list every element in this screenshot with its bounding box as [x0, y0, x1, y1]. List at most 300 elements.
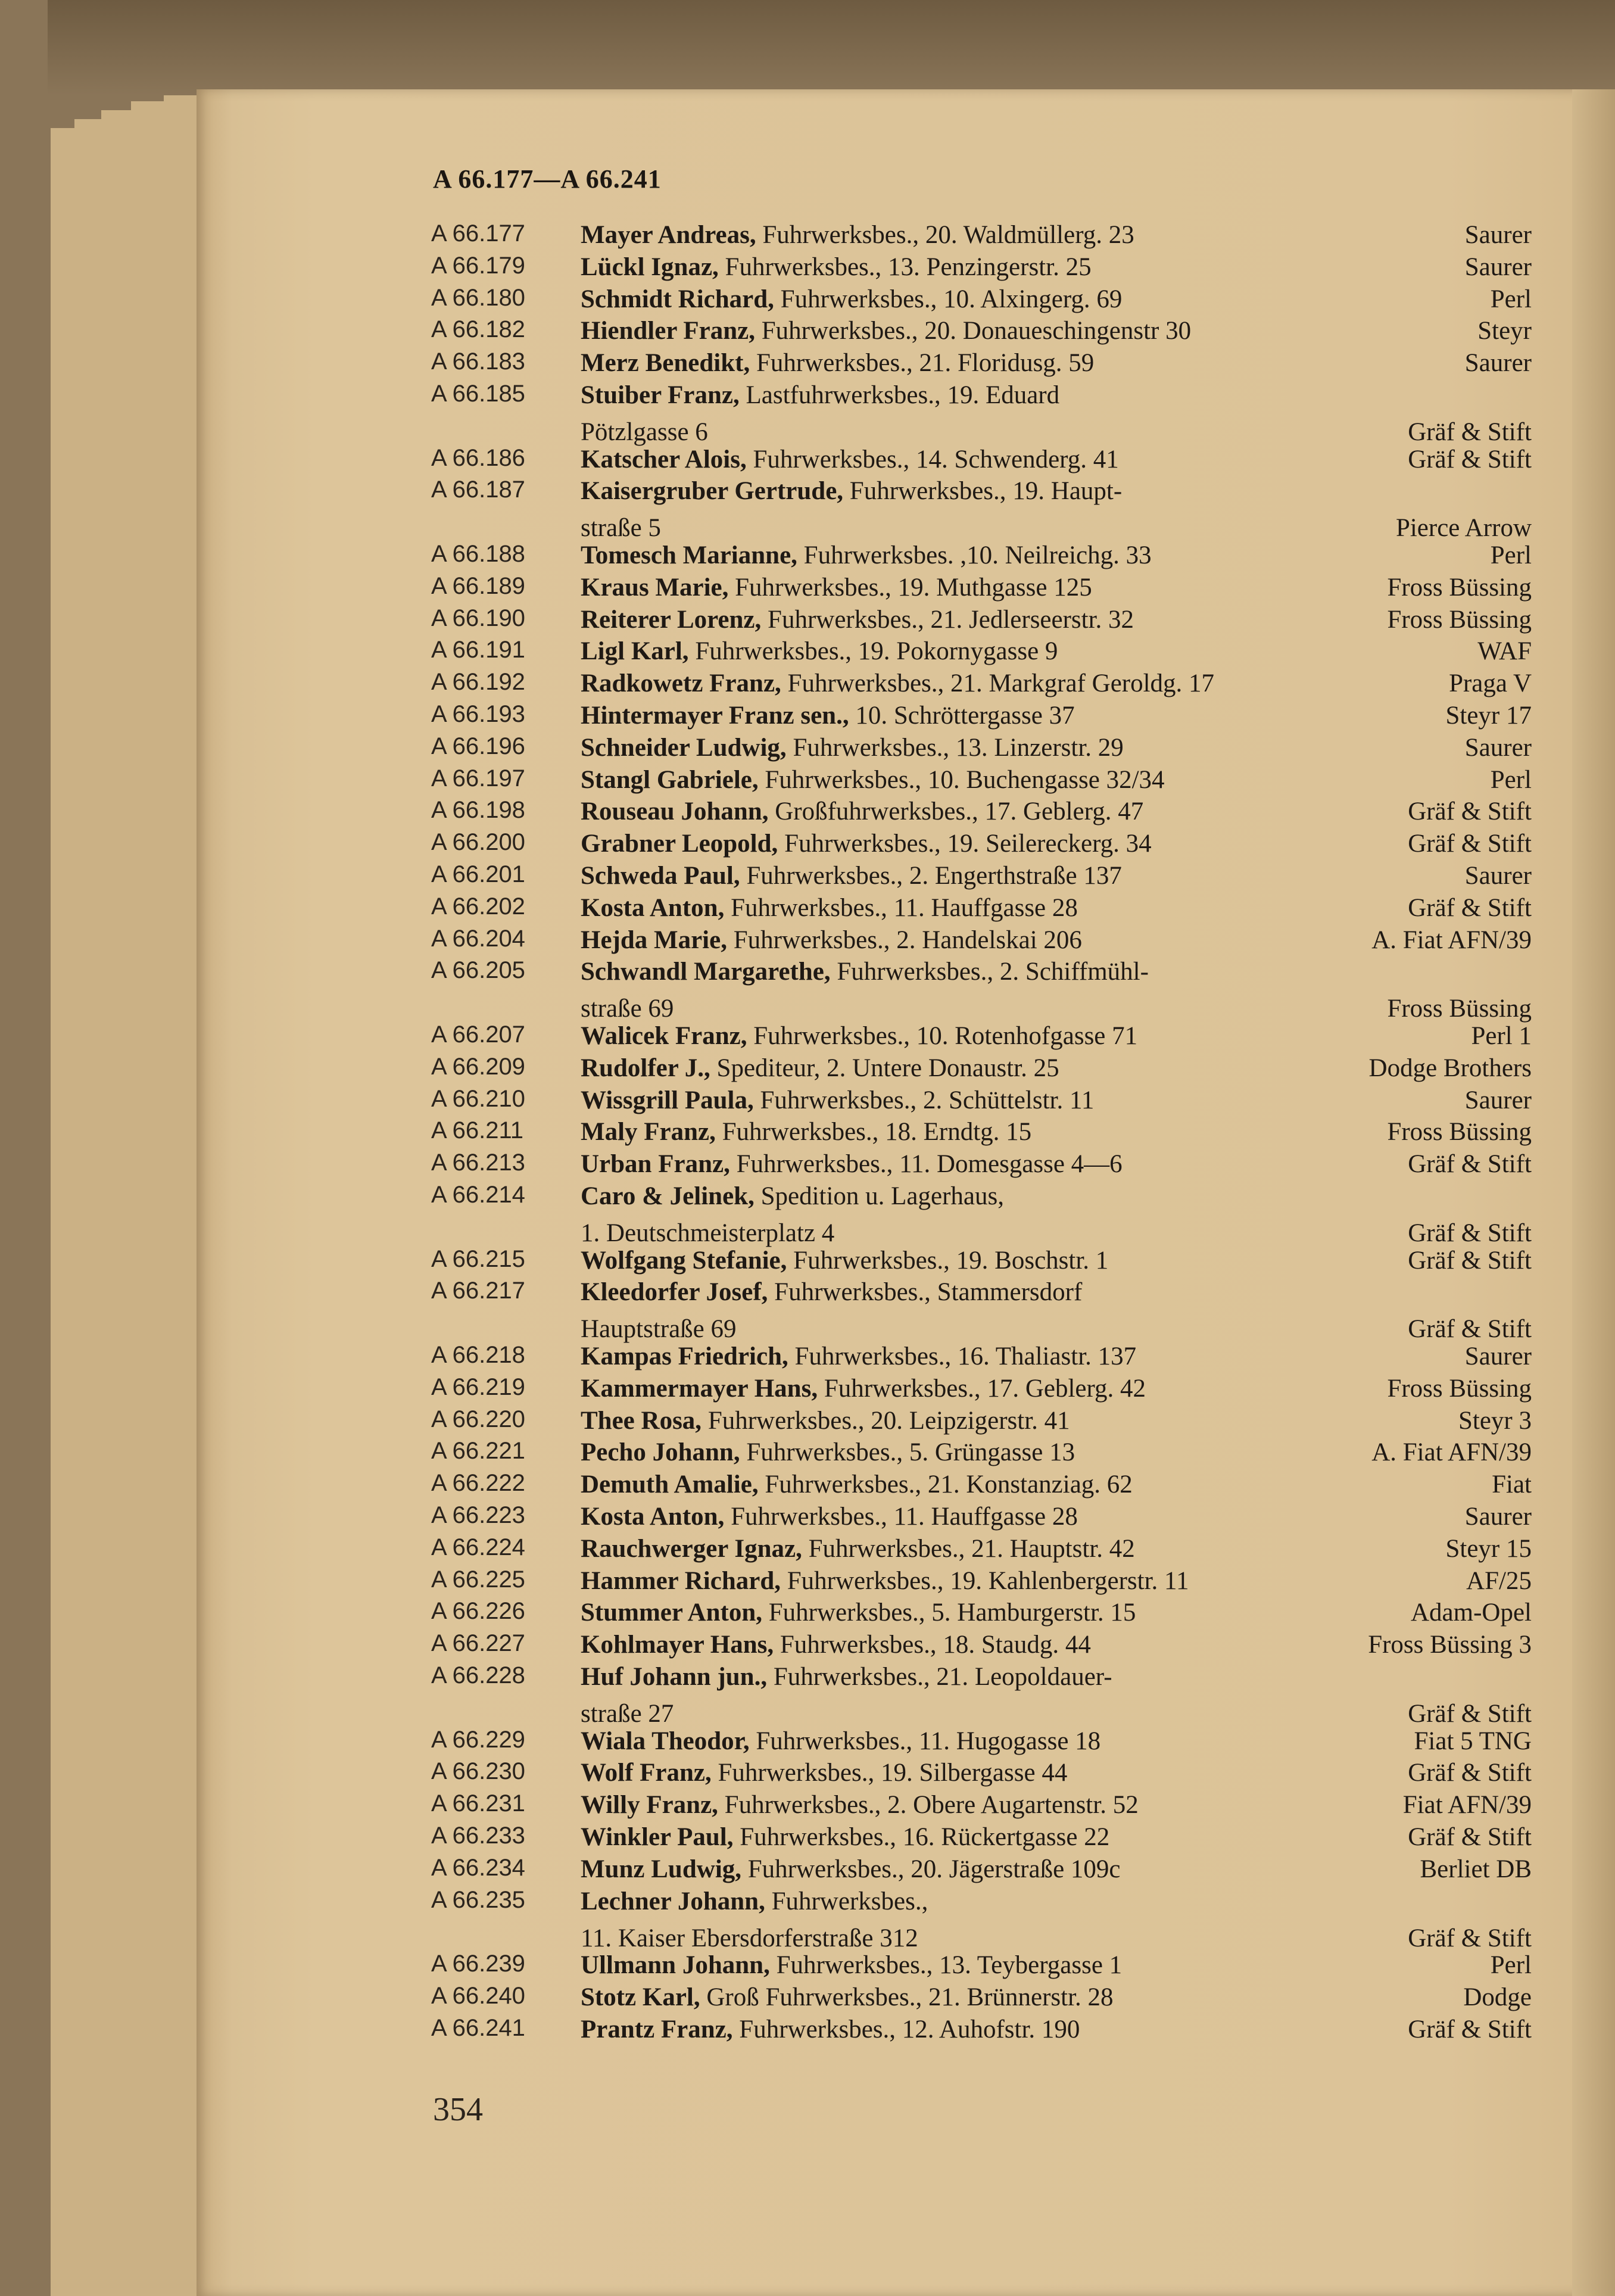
vehicle-make: Adam-Opel — [1411, 1599, 1532, 1627]
vehicle-make: Gräf & Stift — [1408, 1700, 1532, 1728]
owner-name: Kohlmayer Hans, — [581, 1631, 774, 1659]
owner-entry — [581, 1566, 1189, 1596]
list-item — [0, 1983, 1615, 2018]
registration-number: A 66.204 — [431, 925, 525, 952]
list-item — [0, 1790, 1615, 1826]
vehicle-make: Fross Büssing 3 — [1368, 1631, 1532, 1659]
list-item — [0, 541, 1615, 577]
registration-number: A 66.201 — [431, 861, 525, 887]
owner-details: Fuhrwerksbes., 19. Pokornygasse 9 — [688, 637, 1058, 666]
owner-name: Tomesch Marianne, — [581, 541, 797, 569]
owner-details: Großfuhrwerksbes., 17. Geblerg. 47 — [768, 797, 1144, 826]
owner-name: Schweda Paul, — [581, 862, 740, 890]
list-item — [0, 605, 1615, 641]
owner-details: Fuhrwerksbes., 21. Hauptstr. 42 — [802, 1534, 1135, 1563]
owner-name: Hintermayer Franz sen., — [581, 702, 849, 730]
owner-name: Ligl Karl, — [581, 637, 689, 666]
owner-name: Ullmann Johann, — [581, 1951, 770, 1980]
owner-entry — [581, 637, 1058, 666]
vehicle-make: Gräf & Stift — [1408, 1759, 1532, 1787]
vehicle-make: Fross Büssing — [1387, 1374, 1532, 1403]
background-shadow — [48, 0, 1615, 95]
list-item — [0, 253, 1615, 288]
registration-number: A 66.179 — [431, 252, 525, 279]
registration-number: A 66.233 — [431, 1823, 525, 1849]
vehicle-make: Perl — [1490, 541, 1532, 569]
owner-entry — [581, 1662, 1112, 1691]
owner-details: Fuhrwerksbes., 14. Schwenderg. 41 — [746, 445, 1119, 473]
owner-entry — [581, 253, 1092, 282]
owner-name: Merz Benedikt, — [581, 349, 750, 378]
list-item — [0, 893, 1615, 929]
list-item — [0, 861, 1615, 897]
owner-details: Fuhrwerksbes., 2. Obere Augartenstr. 52 — [718, 1791, 1139, 1820]
owner-entry — [581, 1790, 1139, 1820]
owner-details: Fuhrwerksbes., 21. Leopoldauer- — [767, 1663, 1112, 1691]
registration-number: A 66.235 — [431, 1886, 525, 1913]
owner-details: Fuhrwerksbes., 13. Penzingerstr. 25 — [718, 253, 1092, 281]
vehicle-make: Gräf & Stift — [1408, 1924, 1532, 1952]
owner-entry — [581, 701, 1075, 730]
registration-number: A 66.240 — [431, 1983, 525, 2009]
registration-number: A 66.229 — [431, 1726, 525, 1753]
list-item — [0, 445, 1615, 481]
owner-name: Lechner Johann, — [581, 1887, 765, 1915]
list-item — [0, 2015, 1615, 2051]
owner-details: Fuhrwerksbes., 16. Thaliastr. 137 — [788, 1342, 1137, 1370]
vehicle-make: Fiat 5 TNG — [1414, 1727, 1532, 1755]
owner-details: Fuhrwerksbes., 20. Jägerstraße 109c — [741, 1855, 1121, 1883]
list-item — [0, 1502, 1615, 1538]
registration-number: A 66.228 — [431, 1662, 525, 1688]
list-item — [0, 1662, 1615, 1728]
owner-details: Fuhrwerksbes., 13. Linzerstr. 29 — [786, 733, 1124, 762]
registration-number: A 66.185 — [431, 381, 525, 407]
owner-name: Radkowetz Franz, — [581, 669, 781, 698]
owner-entry — [581, 1598, 1136, 1627]
owner-entry — [581, 1438, 1075, 1467]
list-item — [0, 316, 1615, 352]
owner-details: Fuhrwerksbes., 18. Staudg. 44 — [774, 1631, 1091, 1659]
owner-entry — [581, 1983, 1114, 2012]
list-item — [0, 669, 1615, 705]
owner-name: Maly Franz, — [581, 1118, 716, 1147]
registration-number: A 66.188 — [431, 541, 525, 567]
owner-entry — [581, 861, 1122, 890]
owner-details: Fuhrwerksbes., 21. Jedlerseerstr. 32 — [761, 605, 1134, 634]
registration-number: A 66.217 — [431, 1278, 525, 1304]
owner-entry — [581, 1278, 1082, 1307]
owner-details: Fuhrwerksbes., 17. Geblerg. 42 — [818, 1374, 1146, 1403]
list-item — [0, 1951, 1615, 1986]
owner-entry — [581, 476, 1122, 506]
address-continuation: straße 5 — [581, 514, 661, 543]
list-item — [0, 476, 1615, 543]
owner-details: Fuhrwerksbes., 19. Haupt- — [843, 477, 1123, 506]
list-item — [0, 1470, 1615, 1506]
list-item — [0, 348, 1615, 384]
owner-entry — [581, 669, 1214, 698]
vehicle-make: Dodge Brothers — [1368, 1054, 1532, 1082]
list-item — [0, 1246, 1615, 1282]
list-item — [0, 797, 1615, 833]
owner-entry — [581, 1758, 1067, 1787]
vehicle-make: Perl 1 — [1471, 1022, 1532, 1050]
owner-details: Spediteur, 2. Untere Donaustr. 25 — [710, 1054, 1059, 1082]
owner-details: Fuhrwerksbes., 19. Silbergasse 44 — [711, 1759, 1068, 1787]
owner-entry — [581, 765, 1165, 795]
registration-number: A 66.230 — [431, 1758, 525, 1785]
owner-entry — [581, 1342, 1136, 1371]
vehicle-make: Pierce Arrow — [1395, 514, 1532, 543]
owner-details: Fuhrwerksbes., 10. Rotenhofgasse 71 — [747, 1022, 1138, 1050]
list-item — [0, 1823, 1615, 1858]
owner-entry — [581, 1406, 1070, 1435]
registration-number: A 66.207 — [431, 1021, 525, 1048]
list-item — [0, 1534, 1615, 1570]
owner-name: Mayer Andreas, — [581, 221, 756, 249]
owner-details: Fuhrwerksbes., — [765, 1887, 928, 1915]
vehicle-make: A. Fiat AFN/39 — [1371, 1438, 1532, 1467]
list-item — [0, 1630, 1615, 1666]
vehicle-make: Fiat AFN/39 — [1402, 1791, 1532, 1820]
list-item — [0, 765, 1615, 801]
owner-details: Fuhrwerksbes., 19. Muthgasse 125 — [728, 573, 1092, 602]
registration-number: A 66.189 — [431, 572, 525, 599]
registration-number: A 66.190 — [431, 605, 525, 631]
owner-entry — [581, 1534, 1135, 1563]
list-item — [0, 1149, 1615, 1185]
registration-number: A 66.226 — [431, 1598, 525, 1625]
owner-name: Munz Ludwig, — [581, 1855, 742, 1883]
owner-entry — [581, 1086, 1094, 1115]
owner-details: Fuhrwerksbes., 10. Buchengasse 32/34 — [758, 765, 1165, 794]
owner-details: Fuhrwerksbes., 2. Handelskai 206 — [727, 926, 1082, 954]
owner-name: Kosta Anton, — [581, 893, 725, 922]
registration-number: A 66.234 — [431, 1854, 525, 1881]
vehicle-make: Gräf & Stift — [1408, 893, 1532, 922]
owner-details: Fuhrwerksbes., Stammersdorf — [768, 1278, 1083, 1307]
owner-entry — [581, 1630, 1091, 1659]
vehicle-make: Gräf & Stift — [1408, 2015, 1532, 2043]
registration-number: A 66.191 — [431, 637, 525, 663]
owner-name: Rudolfer J., — [581, 1054, 710, 1082]
list-item — [0, 1727, 1615, 1762]
vehicle-make: Praga V — [1449, 669, 1532, 698]
owner-entry — [581, 1374, 1146, 1403]
owner-details: Fuhrwerksbes., 21. Konstanziag. 62 — [758, 1471, 1133, 1499]
owner-name: Schwandl Margarethe, — [581, 958, 831, 986]
vehicle-make: Perl — [1490, 765, 1532, 794]
owner-entry — [581, 573, 1092, 602]
vehicle-make: WAF — [1477, 637, 1532, 666]
owner-details: Fuhrwerksbes., 21. Floridusg. 59 — [750, 349, 1095, 378]
registration-number: A 66.177 — [431, 220, 525, 247]
owner-entry — [581, 605, 1134, 634]
registration-number: A 66.210 — [431, 1085, 525, 1112]
address-continuation: 1. Deutschmeisterplatz 4 — [581, 1219, 835, 1247]
vehicle-make: Perl — [1490, 1951, 1532, 1980]
registration-number: A 66.231 — [431, 1790, 525, 1817]
owner-details: Fuhrwerksbes., 20. Leipzigerstr. 41 — [702, 1406, 1070, 1435]
owner-details: Groß Fuhrwerksbes., 21. Brünnerstr. 28 — [700, 1983, 1114, 2011]
owner-name: Caro & Jelinek, — [581, 1182, 755, 1210]
vehicle-make: Fross Büssing — [1387, 1118, 1532, 1147]
vehicle-make: Gräf & Stift — [1408, 830, 1532, 858]
owner-entry — [581, 1855, 1121, 1884]
vehicle-make: Gräf & Stift — [1408, 1315, 1532, 1344]
address-continuation: straße 69 — [581, 995, 674, 1023]
list-item — [0, 1342, 1615, 1378]
registration-number: A 66.219 — [431, 1373, 525, 1400]
registration-number: A 66.193 — [431, 701, 525, 727]
owner-name: Wolf Franz, — [581, 1759, 712, 1787]
owner-entry — [581, 2015, 1080, 2044]
registration-number: A 66.202 — [431, 893, 525, 920]
owner-details: Fuhrwerksbes., 19. Seilereckerg. 34 — [778, 830, 1152, 858]
list-item — [0, 1758, 1615, 1794]
owner-name: Kosta Anton, — [581, 1503, 725, 1531]
vehicle-make: Perl — [1490, 285, 1532, 313]
running-head: A 66.177—A 66.241 — [433, 164, 662, 194]
owner-name: Demuth Amalie, — [581, 1471, 759, 1499]
registration-number: A 66.218 — [431, 1342, 525, 1368]
registration-number: A 66.223 — [431, 1502, 525, 1528]
owner-name: Prantz Franz, — [581, 2015, 733, 2043]
owner-details: Fuhrwerksbes., 2. Schiffmühl- — [830, 958, 1149, 986]
owner-entry — [581, 926, 1082, 955]
registration-number: A 66.220 — [431, 1406, 525, 1432]
owner-entry — [581, 1470, 1133, 1499]
list-item — [0, 1855, 1615, 1890]
owner-details: Fuhrwerksbes. ,10. Neilreichg. 33 — [797, 541, 1152, 569]
owner-entry — [581, 220, 1134, 250]
list-item — [0, 1278, 1615, 1344]
vehicle-make: Steyr 15 — [1445, 1534, 1532, 1563]
owner-entry — [581, 1823, 1109, 1852]
owner-name: Rauchwerger Ignaz, — [581, 1534, 802, 1563]
page-number: 354 — [433, 2091, 483, 2128]
owner-entry — [581, 829, 1152, 858]
owner-name: Lückl Ignaz, — [581, 253, 719, 281]
registration-number: A 66.192 — [431, 669, 525, 696]
owner-details: Fuhrwerksbes., 11. Hugogasse 18 — [749, 1727, 1101, 1755]
owner-name: Stangl Gabriele, — [581, 765, 759, 794]
vehicle-make: Gräf & Stift — [1408, 418, 1532, 446]
owner-name: Kaisergruber Gertrude, — [581, 477, 844, 506]
list-item — [0, 926, 1615, 961]
address-continuation: Pötzlgasse 6 — [581, 418, 708, 446]
owner-details: 10. Schröttergasse 37 — [849, 702, 1075, 730]
registration-number: A 66.209 — [431, 1053, 525, 1080]
vehicle-make: Steyr 3 — [1458, 1406, 1532, 1435]
vehicle-make: Gräf & Stift — [1408, 797, 1532, 826]
owner-details: Fuhrwerksbes., 19. Boschstr. 1 — [787, 1246, 1109, 1275]
owner-details: Fuhrwerksbes., 11. Hauffgasse 28 — [724, 1503, 1078, 1531]
owner-entry — [581, 1054, 1059, 1083]
owner-entry — [581, 733, 1124, 762]
vehicle-make: Fross Büssing — [1387, 995, 1532, 1023]
registration-number: A 66.196 — [431, 733, 525, 759]
list-item — [0, 829, 1615, 865]
owner-details: Fuhrwerksbes., 5. Grüngasse 13 — [740, 1438, 1075, 1467]
registration-number: A 66.222 — [431, 1470, 525, 1497]
vehicle-make: Steyr 17 — [1445, 702, 1532, 730]
vehicle-make: Saurer — [1464, 1342, 1532, 1370]
owner-details: Fuhrwerksbes., 2. Engerthstraße 137 — [740, 862, 1122, 890]
owner-name: Hiendler Franz, — [581, 317, 756, 345]
owner-details: Fuhrwerksbes., 20. Waldmüllerg. 23 — [756, 221, 1134, 249]
list-item — [0, 1374, 1615, 1410]
list-item — [0, 1021, 1615, 1057]
owner-name: Kleedorfer Josef, — [581, 1278, 768, 1307]
list-item — [0, 1598, 1615, 1634]
owner-entry — [581, 1951, 1122, 1980]
registration-number: A 66.182 — [431, 316, 525, 343]
owner-details: Fuhrwerksbes., 10. Alxingerg. 69 — [774, 285, 1123, 313]
owner-name: Schmidt Richard, — [581, 285, 774, 313]
owner-entry — [581, 348, 1094, 378]
owner-name: Rouseau Johann, — [581, 797, 769, 826]
registration-number: A 66.224 — [431, 1534, 525, 1560]
owner-name: Thee Rosa, — [581, 1406, 702, 1435]
vehicle-make: Berliet DB — [1420, 1855, 1532, 1883]
vehicle-make: Fross Büssing — [1387, 573, 1532, 602]
list-item — [0, 1566, 1615, 1602]
owner-name: Kampas Friedrich, — [581, 1342, 788, 1370]
owner-name: Stotz Karl, — [581, 1983, 700, 2011]
list-item — [0, 285, 1615, 320]
registration-number: A 66.213 — [431, 1149, 525, 1176]
vehicle-make: Saurer — [1464, 1086, 1532, 1114]
vehicle-make: Gräf & Stift — [1408, 445, 1532, 473]
owner-entry — [581, 541, 1152, 570]
vehicle-make: Gräf & Stift — [1408, 1219, 1532, 1247]
owner-details: Fuhrwerksbes., 21. Markgraf Geroldg. 17 — [781, 669, 1215, 698]
vehicle-make: Dodge — [1463, 1983, 1532, 2011]
owner-entry — [581, 1149, 1123, 1179]
owner-name: Wissgrill Paula, — [581, 1086, 754, 1114]
list-item — [0, 1086, 1615, 1121]
vehicle-make: Fross Büssing — [1387, 605, 1532, 634]
owner-name: Hejda Marie, — [581, 926, 727, 954]
owner-entry — [581, 1182, 1004, 1211]
list-item — [0, 1117, 1615, 1153]
owner-details: Fuhrwerksbes., 11. Hauffgasse 28 — [724, 893, 1078, 922]
list-item — [0, 701, 1615, 737]
registration-number: A 66.214 — [431, 1182, 525, 1208]
list-item — [0, 1438, 1615, 1473]
list-item — [0, 573, 1615, 609]
owner-name: Urban Franz, — [581, 1150, 730, 1179]
owner-details: Spedition u. Lagerhaus, — [754, 1182, 1004, 1210]
list-item — [0, 1886, 1615, 1952]
owner-details: Fuhrwerksbes., 2. Schüttelstr. 11 — [753, 1086, 1095, 1114]
registration-number: A 66.241 — [431, 2014, 525, 2041]
vehicle-make: Gräf & Stift — [1408, 1150, 1532, 1179]
registration-number: A 66.186 — [431, 444, 525, 471]
list-item — [0, 733, 1615, 769]
address-continuation: straße 27 — [581, 1700, 674, 1728]
owner-details: Fuhrwerksbes., 12. Auhofstr. 190 — [732, 2015, 1080, 2043]
owner-entry — [581, 1117, 1031, 1147]
owner-details: Fuhrwerksbes., 13. Teybergasse 1 — [769, 1951, 1123, 1980]
vehicle-make: A. Fiat AFN/39 — [1371, 926, 1532, 954]
owner-details: Fuhrwerksbes., 19. Kahlenbergerstr. 11 — [780, 1566, 1189, 1595]
owner-name: Willy Franz, — [581, 1791, 718, 1820]
owner-name: Pecho Johann, — [581, 1438, 740, 1467]
owner-name: Stuiber Franz, — [581, 381, 740, 409]
owner-entry — [581, 1502, 1078, 1531]
registration-number: A 66.205 — [431, 957, 525, 984]
owner-details: Fuhrwerksbes., 11. Domesgasse 4—6 — [729, 1150, 1123, 1179]
owner-name: Kraus Marie, — [581, 573, 729, 602]
list-item — [0, 1406, 1615, 1442]
vehicle-make: Saurer — [1464, 349, 1532, 378]
owner-entry — [581, 1021, 1137, 1051]
address-continuation: Hauptstraße 69 — [581, 1315, 737, 1344]
vehicle-make: Saurer — [1464, 221, 1532, 249]
owner-entry — [581, 1246, 1108, 1275]
address-continuation: 11. Kaiser Ebersdorferstraße 312 — [581, 1924, 918, 1952]
owner-entry — [581, 1887, 928, 1916]
vehicle-make: Gräf & Stift — [1408, 1823, 1532, 1851]
owner-entry — [581, 1727, 1100, 1756]
owner-entry — [581, 797, 1143, 826]
list-item — [0, 957, 1615, 1023]
owner-name: Katscher Alois, — [581, 445, 747, 473]
owner-name: Winkler Paul, — [581, 1823, 734, 1851]
owner-name: Hammer Richard, — [581, 1566, 781, 1595]
owner-name: Reiterer Lorenz, — [581, 605, 762, 634]
registration-number: A 66.198 — [431, 797, 525, 824]
owner-entry — [581, 445, 1119, 474]
owner-entry — [581, 957, 1149, 986]
list-item — [0, 220, 1615, 256]
owner-name: Stummer Anton, — [581, 1599, 763, 1627]
registration-number: A 66.221 — [431, 1438, 525, 1465]
owner-entry — [581, 316, 1191, 345]
vehicle-make: Gräf & Stift — [1408, 1246, 1532, 1275]
owner-name: Wiala Theodor, — [581, 1727, 750, 1755]
owner-details: Lastfuhrwerksbes., 19. Eduard — [739, 381, 1060, 409]
vehicle-make: Saurer — [1464, 733, 1532, 762]
list-item — [0, 1054, 1615, 1089]
owner-entry — [581, 285, 1122, 314]
registration-number: A 66.215 — [431, 1245, 525, 1272]
owner-entry — [581, 381, 1059, 410]
vehicle-make: Steyr — [1477, 317, 1532, 345]
list-item — [0, 381, 1615, 446]
vehicle-make: AF/25 — [1466, 1566, 1532, 1595]
owner-name: Wolfgang Stefanie, — [581, 1246, 787, 1275]
owner-details: Fuhrwerksbes., 20. Donaueschingenstr 30 — [755, 317, 1192, 345]
registration-number: A 66.239 — [431, 1951, 525, 1977]
registration-number: A 66.227 — [431, 1630, 525, 1657]
owner-entry — [581, 893, 1078, 923]
vehicle-make: Saurer — [1464, 862, 1532, 890]
registration-number: A 66.225 — [431, 1566, 525, 1593]
list-item — [0, 637, 1615, 672]
registration-number: A 66.200 — [431, 829, 525, 856]
owner-name: Schneider Ludwig, — [581, 733, 787, 762]
owner-name: Huf Johann jun., — [581, 1663, 768, 1691]
registration-number: A 66.180 — [431, 284, 525, 311]
registration-number: A 66.183 — [431, 348, 525, 375]
owner-name: Grabner Leopold, — [581, 830, 778, 858]
vehicle-make: Saurer — [1464, 1503, 1532, 1531]
list-item — [0, 1182, 1615, 1247]
